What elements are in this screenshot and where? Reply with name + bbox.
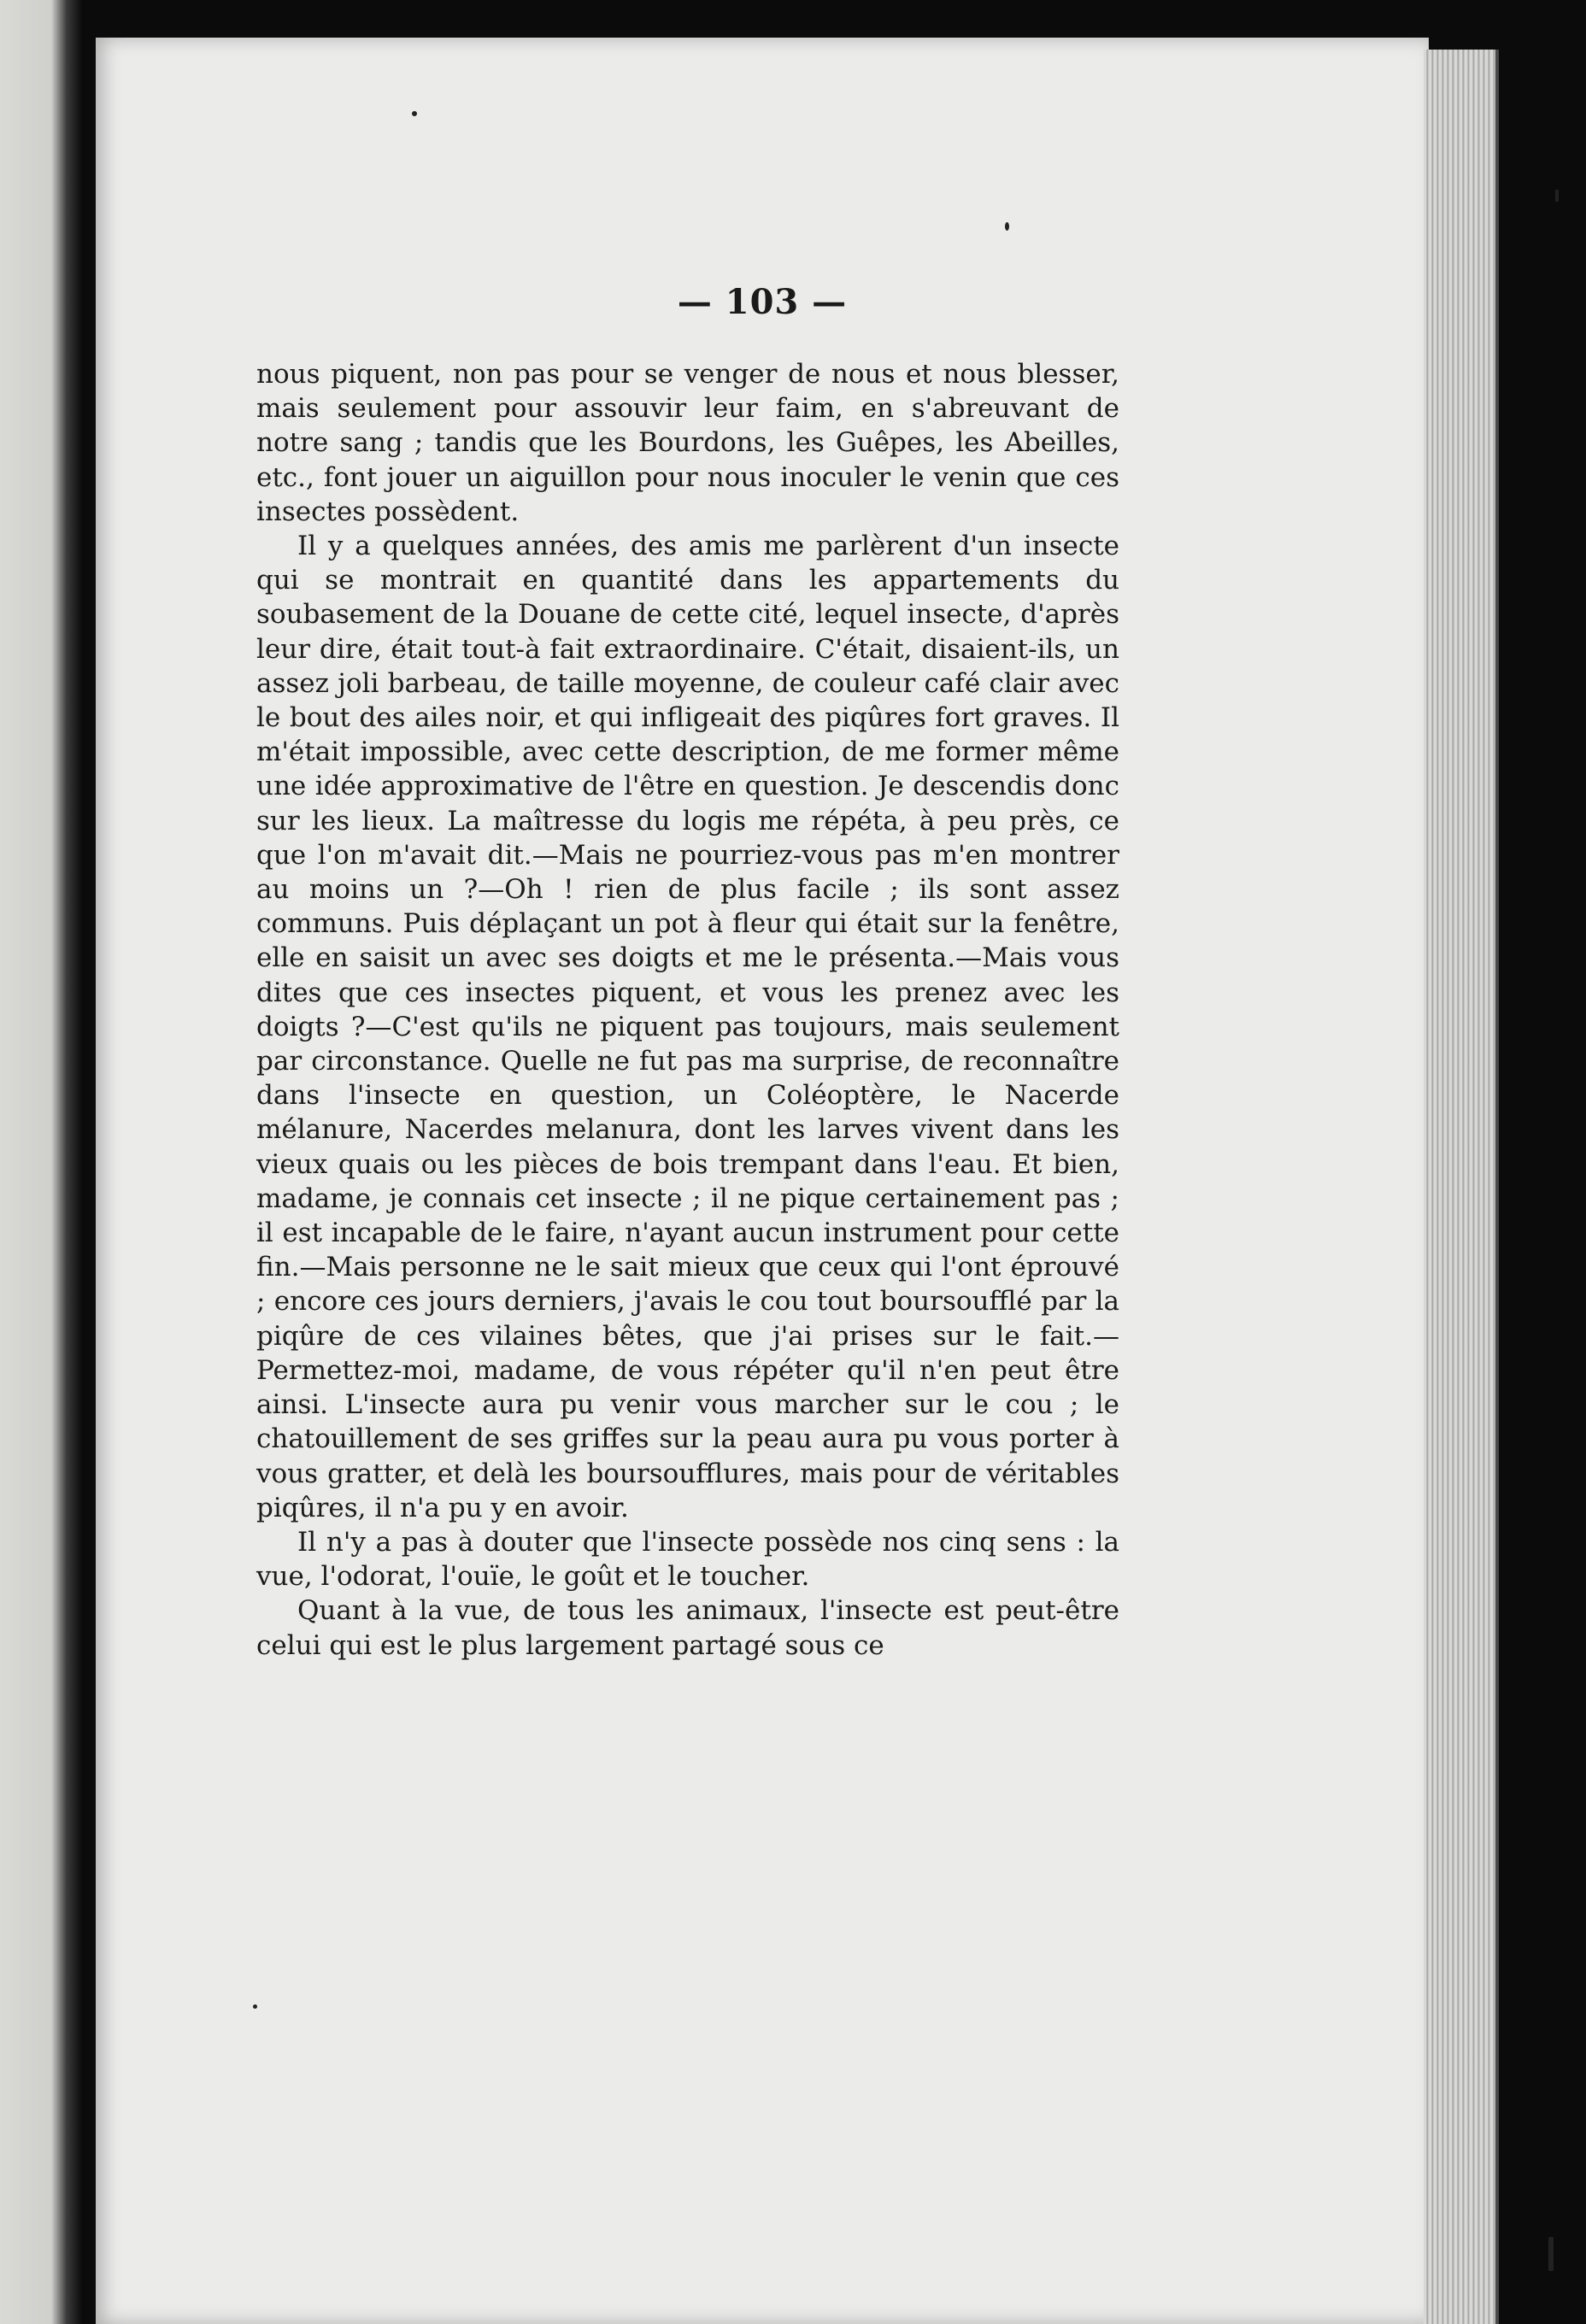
left-page-edge <box>0 0 82 2324</box>
scan-speck <box>412 111 417 116</box>
scan-speck <box>1005 222 1009 231</box>
paragraph-1: nous piquent, non pas pour se venger de nous et nous blesser, mais seulement pour assouvir leur faim, en s'abreuvant de notre sang ; tandis que les Bourdons, les Guêpes, les Abeilles, etc., font jouer un aiguillon pour nous inoculer le venin que ces insectes possèdent. <box>256 359 1119 527</box>
paragraph-2: Il y a quelques années, des amis me parlèrent d'un insecte qui se montrait en quantité dans les appartements du soubasement de la Douane de cette cité, lequel insecte, d'après leur dire, était tout-à fait extraordinaire. C'était, disaient-ils, un assez joli barbeau, de taille moyenne, de couleur café clair avec le bout des ailes noir, et qui infligeait des piqûres fort graves. Il m'était impossible, avec cette description, de me former même une idée approximative de l'être en question. Je descendis donc sur les lieux. La maîtresse du logis me répéta, à peu près, ce que l'on m'avait dit.—Mais ne pourriez-vous pas m'en montrer au moins un ?—Oh ! rien de plus facile ; ils sont assez communs. Puis déplaçant un pot à fleur qui était sur la fenêtre, elle en saisit un avec ses doigts et me le présenta.—Mais vous dites que ces insectes piquent, et vous les prenez avec les doigts ?—C'est qu'ils ne piquent pas toujours, mais seulement par circonstance. Quelle ne fut pas ma surprise, de reconnaître dans l'insecte en question, un Coléoptère, le Nacerde mélanure, Nacerdes melanura, dont les larves vivent dans les vieux quais ou les pièces de bois trempant dans l'eau. Et bien, madame, je connais cet insecte ; il ne pique certainement pas ; il est incapable de le faire, n'ayant aucun instrument pour cette fin.—Mais personne ne le sait mieux que ceux qui l'ont éprouvé ; encore ces jours derniers, j'avais le cou tout boursoufflé par la piqûre de ces vilaines bêtes, que j'ai prises sur le fait.—Permettez-moi, madame, de vous répéter qu'il n'en peut être ainsi. L'insecte aura pu venir vous marcher sur le cou ; le chatouillement de ses griffes sur la peau aura pu vous porter à vous gratter, et delà les boursoufflures, mais pour de véritables piqûres, il n'a pu y en avoir. <box>256 531 1119 1523</box>
scan-speck <box>1548 2237 1554 2271</box>
page-stack-edge <box>1424 50 1499 2324</box>
page-number: — 103 — <box>677 282 848 322</box>
scan-speck <box>253 2004 257 2009</box>
paragraph-3: Il n'y a pas à douter que l'insecte possède nos cinq sens : la vue, l'odorat, l'ouïe, le goût et le toucher. <box>256 1526 1119 1593</box>
paragraph-4: Quant à la vue, de tous les animaux, l'insecte est peut-être celui qui est le plus largement partagé sous ce <box>256 1595 1119 1661</box>
scan-speck <box>1555 190 1559 202</box>
body-text <box>256 357 1119 1663</box>
